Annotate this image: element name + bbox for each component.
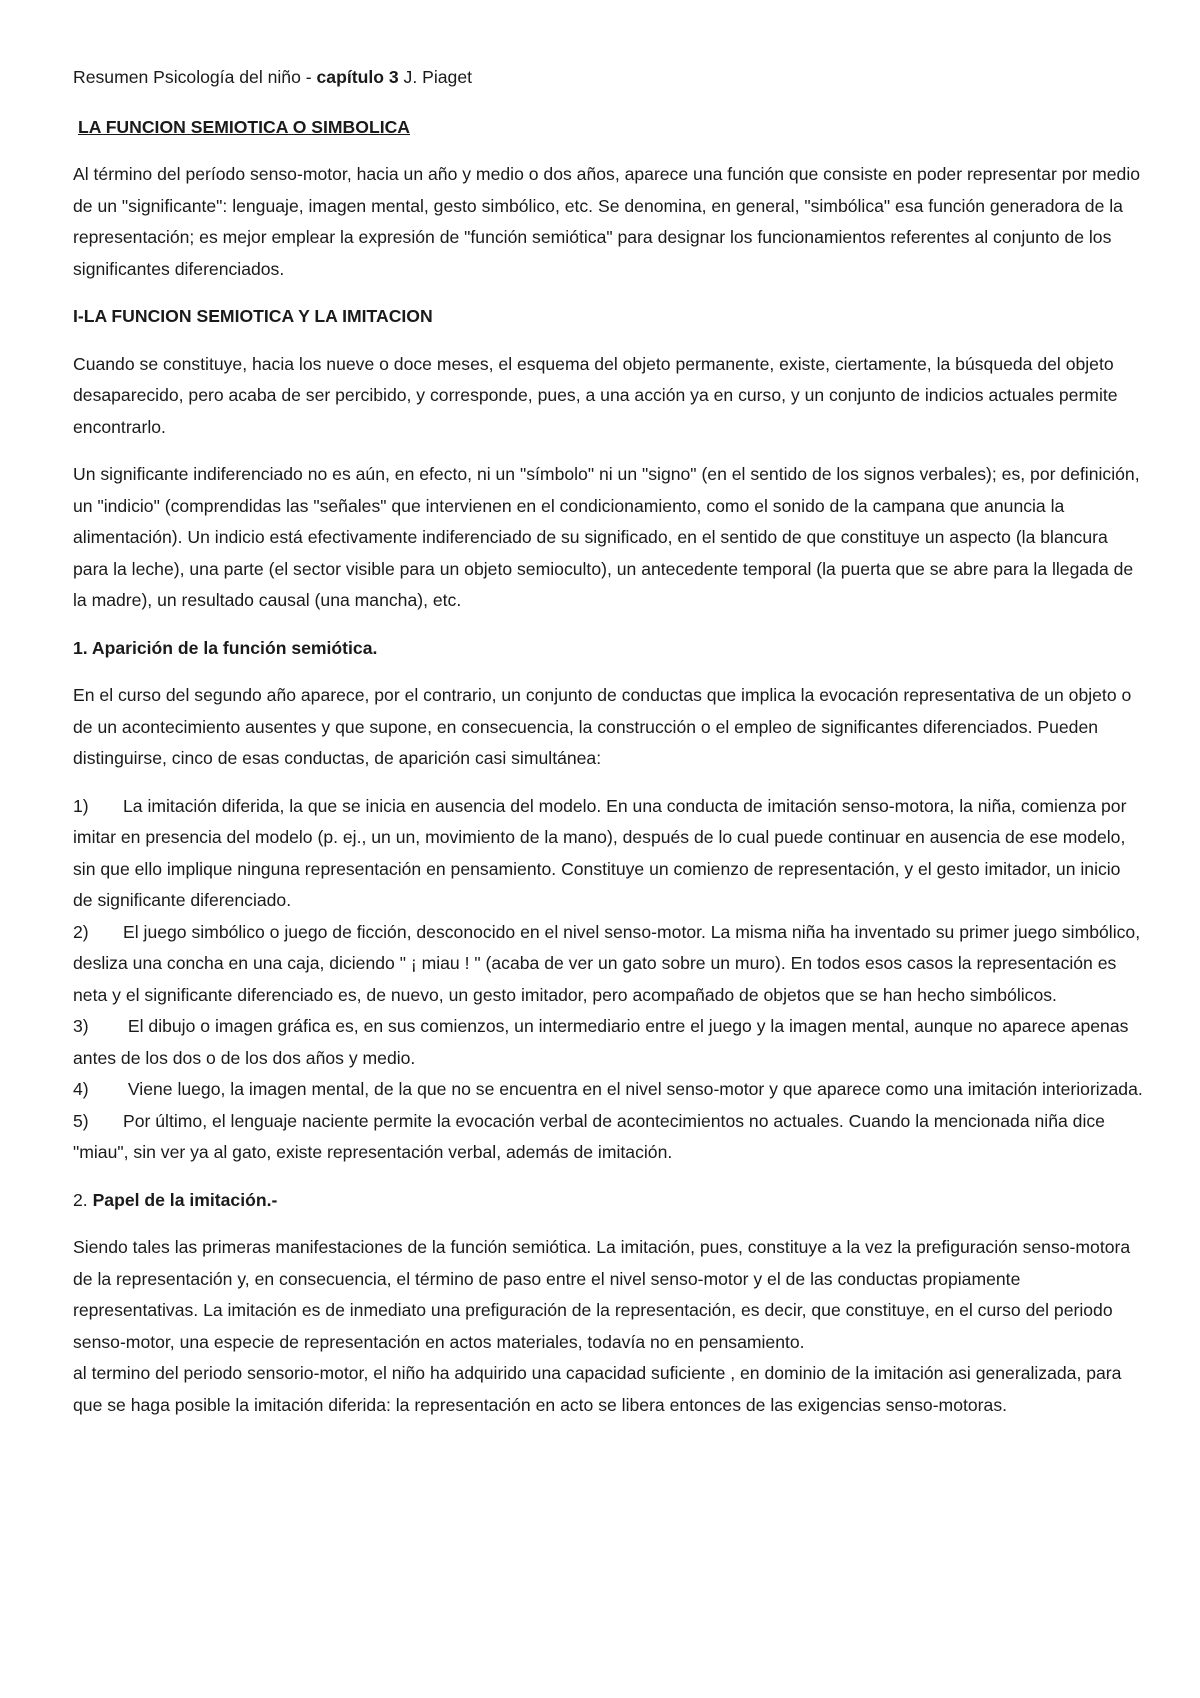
list-item: [73, 791, 1143, 917]
header-chapter: capítulo 3: [316, 67, 399, 87]
header-prefix: Resumen Psicología del niño -: [73, 67, 317, 87]
document-page: [73, 62, 1143, 1421]
subsection2-paragraph-2: al termino del periodo sensorio-motor, el niño ha adquirido una capacidad suficiente , en dominio de la imitación asi generalizada, para que se haga posible la imitación diferida: la representación en acto se libera entonces de las exigencias senso-motoras.: [73, 1363, 1122, 1415]
header-suffix: J. Piaget: [398, 67, 472, 87]
subsection-heading-aparicion: 1. Aparición de la función semiótica.: [73, 637, 378, 658]
section1-paragraph-1: Cuando se constituye, hacia los nueve o doce meses, el esquema del objeto permanente, existe, ciertamente, la búsqueda del objeto desaparecido, pero acaba de ser percibido, y corresponde, pues, a una acción ya en curso, y un conjunto de indicios actuales permite encontrarlo.: [73, 353, 1118, 437]
document-title: LA FUNCION SEMIOTICA O SIMBOLICA: [78, 116, 410, 137]
list-item: [73, 1074, 1143, 1106]
list-item-text: El dibujo o imagen gráfica es, en sus comienzos, un intermediario entre el juego y la imagen mental, aunque no aparece apenas antes de los dos o de los dos años y medio.: [73, 1016, 1129, 1068]
list-item-text: Por último, el lenguaje naciente permite la evocación verbal de acontecimientos no actuales. Cuando la mencionada niña dice "miau", sin ver ya al gato, existe representación verbal, además de imitación.: [73, 1110, 1105, 1162]
section1-paragraph-2: Un significante indiferenciado no es aún, en efecto, ni un "símbolo" ni un "signo" (en el sentido de los signos verbales); es, por definición, un "indicio" (comprendidas las "señales" que intervienen en el condicionamiento, como el sonido de la campana que anuncia la alimentación). Un indicio está efectivamente indiferenciado de su significado, en el sentido de que constituye un aspecto (la blancura para la leche), una parte (el sector visible para un objeto semioculto), un antecedente temporal (la puerta que se abre para la llegada de la madre), un resultado causal (una mancha), etc.: [73, 464, 1140, 610]
list-item-text: El juego simbólico o juego de ficción, desconocido en el nivel senso-motor. La misma niña ha inventado su primer juego simbólico, desliza una concha en una caja, diciendo " ¡ miau ! " (acaba de ver un gato sobre un muro). En todos esos casos la representación es neta y el significante diferenciado es, de nuevo, un gesto imitador, pero acompañado de objetos que se han hecho simbólicos.: [73, 921, 1141, 1005]
intro-paragraph: Al término del período senso-motor, hacia un año y medio o dos años, aparece una función que consiste en poder representar por medio de un "significante": lenguaje, imagen mental, gesto simbólico, etc. Se denomina, en general, "simbólica" esa función generadora de la representación; es mejor emplear la expresión de "función semiótica" para designar los funcionamientos referentes al conjunto de los significantes diferenciados.: [73, 164, 1141, 279]
list-item-text: Viene luego, la imagen mental, de la que no se encuentra en el nivel senso-motor y que aparece como una imitación interiorizada.: [123, 1079, 1143, 1099]
subsection-heading-papel-imitacion: [73, 1185, 1143, 1217]
list-item-number: 2): [73, 921, 89, 942]
list-item: [73, 917, 1143, 1012]
subsection2-paragraph-1: Siendo tales las primeras manifestaciones de la función semiótica. La imitación, pues, constituye a la vez la prefiguración senso-motora de la representación y, en consecuencia, el término de paso entre el nivel senso-motor y el de las conductas propiamente representativas. La imitación es de inmediato una prefiguración de la representación, es decir, que constituye, en el curso del periodo senso-motor, una especie de representación en actos materiales, todavía no en pensamiento.: [73, 1237, 1131, 1352]
list-item: [73, 1106, 1143, 1169]
list-item: [73, 1011, 1143, 1074]
list-item-text: La imitación diferida, la que se inicia en ausencia del modelo. En una conducta de imitación senso-motora, la niña, comienza por imitar en presencia del modelo (p. ej., un un, movimiento de la mano), después de lo cual puede continuar en ausencia de ese modelo, sin que ello implique ninguna representación en pensamiento. Constituye un comienzo de representación, y el gesto imitador, un inicio de significante diferenciado.: [73, 795, 1127, 910]
section-heading-semiotica-imitacion: I-LA FUNCION SEMIOTICA Y LA IMITACION: [73, 306, 433, 326]
subsection2-heading-text: Papel de la imitación.-: [92, 1189, 278, 1210]
subsection2-heading-number: 2.: [73, 1189, 93, 1210]
list-item-number: 1): [73, 795, 89, 816]
list-item-number: 4): [73, 1079, 89, 1099]
list-item-number: 3): [73, 1016, 89, 1036]
subsection1-paragraph: En el curso del segundo año aparece, por el contrario, un conjunto de conductas que implica la evocación representativa de un objeto o de un acontecimiento ausentes y que supone, en consecuencia, la construcción o el empleo de significantes diferenciados. Pueden distinguirse, cinco de esas conductas, de aparición casi simultánea:: [73, 685, 1132, 768]
conductas-list: [73, 791, 1143, 1169]
document-header: [73, 62, 1143, 94]
list-item-number: 5): [73, 1110, 89, 1131]
